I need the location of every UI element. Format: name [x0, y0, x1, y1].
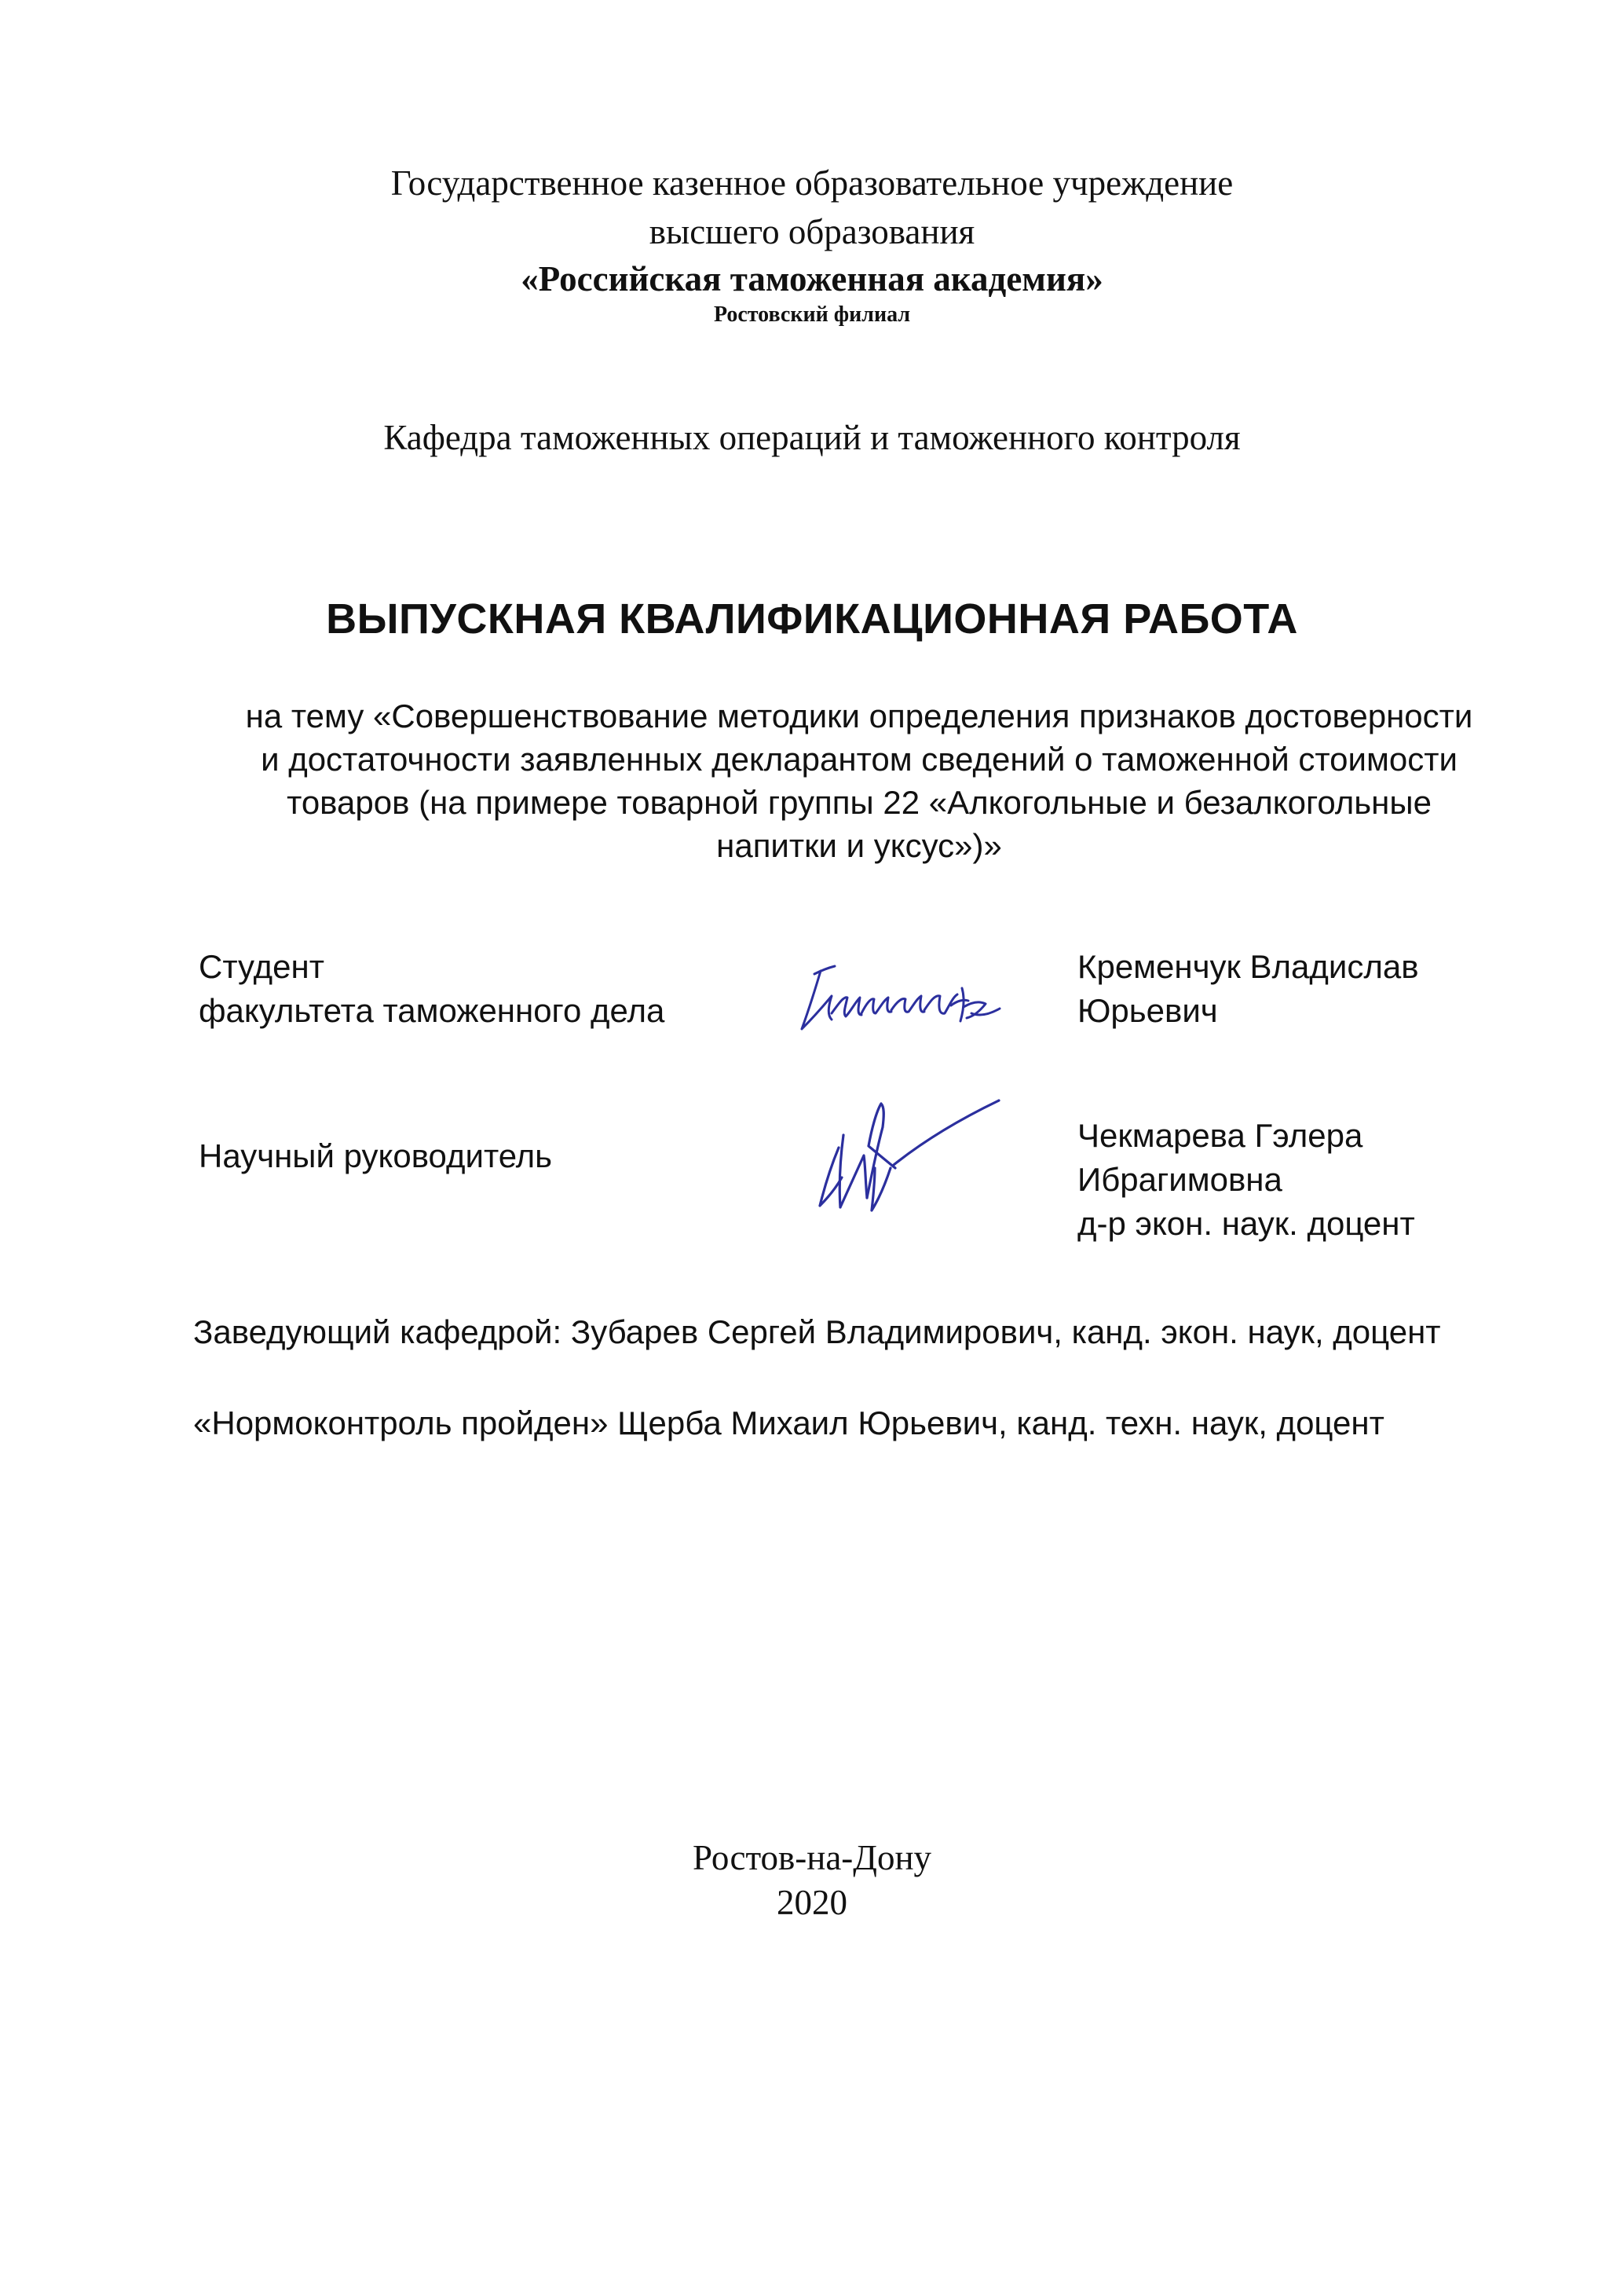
topic-line: напитки и уксус»)»: [716, 827, 1002, 864]
branch-name: Ростовский филиал: [713, 302, 911, 327]
student-name-line-2: Юрьевич: [1077, 992, 1218, 1029]
institution-line-2: высшего образования: [649, 212, 975, 251]
topic-line: товаров (на примере товарной группы 22 «Алкогольные и безалкогольные: [287, 784, 1432, 821]
student-role-line-1: Студент: [199, 948, 324, 985]
year: 2020: [777, 1883, 847, 1922]
advisor-name-line-1: Чекмарева Гэлера: [1077, 1117, 1363, 1154]
student-signature: [797, 957, 1017, 1043]
topic-line: на тему «Совершенствование методики определения признаков достоверности: [245, 698, 1473, 734]
student-role: [199, 945, 664, 1033]
normcontrol-line: «Нормоконтроль пройден» Щерба Михаил Юрьевич, канд. техн. наук, доцент: [193, 1404, 1384, 1441]
student-name-line-1: Кременчук Владислав: [1077, 948, 1419, 985]
topic-line: и достаточности заявленных декларантом сведений о таможенной стоимости: [261, 741, 1458, 778]
city: Ростов-на-Дону: [692, 1838, 932, 1877]
academy-name: «Российская таможенная академия»: [521, 259, 1103, 298]
work-title: ВЫПУСКНАЯ КВАЛИФИКАЦИОННАЯ РАБОТА: [326, 595, 1298, 643]
advisor-role: Научный руководитель: [199, 1137, 553, 1174]
student-name: [1077, 945, 1419, 1033]
institution-line-1: Государственное казенное образовательное учреждение: [390, 163, 1234, 203]
topic: [192, 694, 1527, 867]
advisor-degree: д-р экон. наук. доцент: [1077, 1205, 1415, 1242]
department-name: Кафедра таможенных операций и таможенного контроля: [383, 418, 1241, 457]
advisor-signature: [793, 1080, 1013, 1221]
advisor-name-line-2: Ибрагимовна: [1077, 1161, 1282, 1198]
student-role-line-2: факультета таможенного дела: [199, 992, 665, 1029]
head-of-department: Заведующий кафедрой: Зубарев Сергей Владимирович, канд. экон. наук, доцент: [193, 1313, 1441, 1350]
advisor-name: [1077, 1114, 1415, 1246]
